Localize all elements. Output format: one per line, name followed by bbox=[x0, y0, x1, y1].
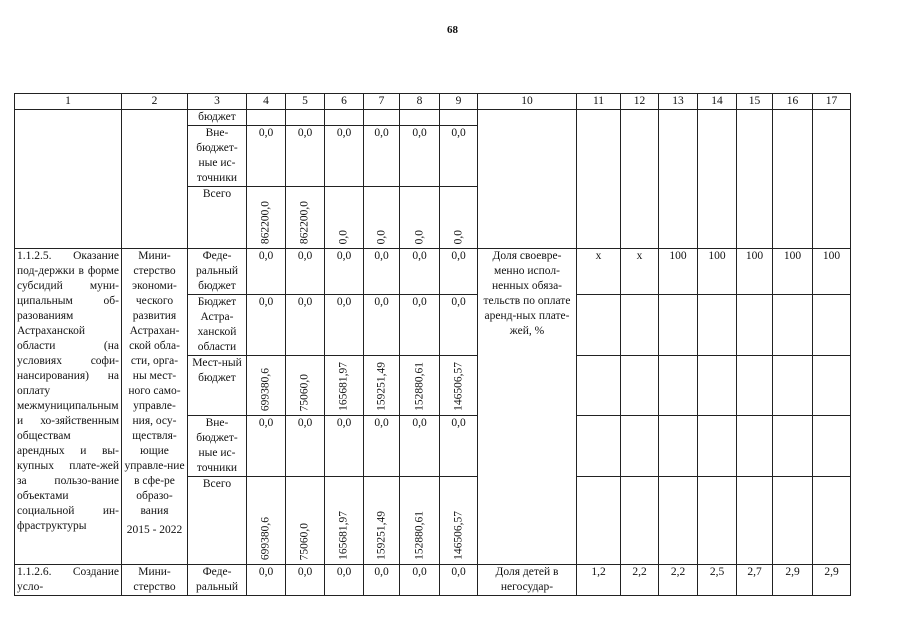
value-cell: 146506,57 bbox=[452, 511, 464, 560]
source-label: Феде-ральный bbox=[188, 565, 247, 596]
source-label: Бюджет Астра-ханской области bbox=[188, 295, 247, 356]
value-cell: 0,0 bbox=[364, 249, 400, 295]
value-cell: 0,0 bbox=[375, 229, 387, 244]
value-cell: 0,0 bbox=[286, 126, 325, 187]
col-header: 6 bbox=[325, 94, 364, 110]
value-cell: 0,0 bbox=[247, 126, 286, 187]
value-cell: 0,0 bbox=[325, 295, 364, 356]
indicator-value: 100 bbox=[698, 249, 737, 295]
column-number-row bbox=[15, 94, 851, 110]
col-header: 16 bbox=[773, 94, 813, 110]
indicator-value: 100 bbox=[659, 249, 698, 295]
table-row bbox=[15, 565, 851, 596]
indicator-name: Доля детей в негосудар- bbox=[478, 565, 577, 596]
value-cell: 862200,0 bbox=[298, 200, 311, 244]
col-header: 10 bbox=[478, 94, 577, 110]
col-header: 15 bbox=[737, 94, 773, 110]
value-cell: 0,0 bbox=[400, 126, 440, 187]
source-label: Мест-ный бюджет bbox=[188, 356, 247, 416]
source-label: Вне-бюджет-ные ис-точники bbox=[188, 126, 247, 187]
value-cell: 159251,49 bbox=[375, 362, 387, 411]
value-cell: 152880,61 bbox=[413, 511, 425, 560]
value-cell: 0,0 bbox=[364, 565, 400, 596]
value-cell: 165681,97 bbox=[337, 511, 350, 560]
value-cell: 0,0 bbox=[440, 416, 478, 477]
indicator-value: х bbox=[621, 249, 659, 295]
value-cell: 0,0 bbox=[413, 229, 425, 244]
col-header: 17 bbox=[813, 94, 851, 110]
col-header: 4 bbox=[247, 94, 286, 110]
value-cell: 0,0 bbox=[364, 126, 400, 187]
value-cell: 0,0 bbox=[247, 416, 286, 477]
source-label: Всего bbox=[188, 187, 247, 249]
col-header: 13 bbox=[659, 94, 698, 110]
program-table bbox=[14, 93, 851, 596]
table-row bbox=[15, 249, 851, 295]
indicator-value: 2,2 bbox=[659, 565, 698, 596]
value-cell: 0,0 bbox=[325, 565, 364, 596]
value-cell: 0,0 bbox=[452, 229, 464, 244]
indicator-value: 100 bbox=[813, 249, 851, 295]
value-cell: 0,0 bbox=[247, 295, 286, 356]
col-header: 8 bbox=[400, 94, 440, 110]
measure-title: 1.1.2.5. Оказание под-держки в форме субсидий муни-ципальным об-разованиям Астраханской области (на условиях софи-нансирования) на оплату межмуниципальным и хо-зяйственным обществам арендных и вы-купных плате-жей за пользо-вание объектами социальной ин-фраструктуры bbox=[15, 249, 122, 565]
value-cell: 165681,97 bbox=[337, 362, 350, 411]
source-label: Феде-ральный бюджет bbox=[188, 249, 247, 295]
value-cell: 0,0 bbox=[440, 249, 478, 295]
responsible-executor: Мини-стерство bbox=[122, 565, 188, 596]
value-cell: 0,0 bbox=[325, 416, 364, 477]
col-header: 5 bbox=[286, 94, 325, 110]
indicator-value: 2,2 bbox=[621, 565, 659, 596]
indicator-value: х bbox=[577, 249, 621, 295]
value-cell: 0,0 bbox=[440, 126, 478, 187]
indicator-value: 2,7 bbox=[737, 565, 773, 596]
value-cell: 699380,6 bbox=[259, 367, 272, 411]
value-cell: 75060,0 bbox=[298, 373, 311, 411]
col-header: 12 bbox=[621, 94, 659, 110]
col-header: 3 bbox=[188, 94, 247, 110]
value-cell: 0,0 bbox=[364, 416, 400, 477]
page-number: 68 bbox=[447, 24, 458, 36]
indicator-value: 2,9 bbox=[813, 565, 851, 596]
table-row bbox=[15, 110, 851, 126]
col-header: 2 bbox=[122, 94, 188, 110]
value-cell: 0,0 bbox=[440, 565, 478, 596]
value-cell: 0,0 bbox=[400, 565, 440, 596]
value-cell: 159251,49 bbox=[375, 511, 387, 560]
col-header: 9 bbox=[440, 94, 478, 110]
value-cell: 0,0 bbox=[364, 295, 400, 356]
value-cell: 75060,0 bbox=[298, 522, 311, 560]
source-label: Вне-бюджет-ные ис-точники bbox=[188, 416, 247, 477]
col-header: 7 bbox=[364, 94, 400, 110]
value-cell: 0,0 bbox=[286, 416, 325, 477]
source-label: бюджет bbox=[188, 110, 247, 126]
value-cell: 0,0 bbox=[247, 565, 286, 596]
value-cell: 146506,57 bbox=[452, 362, 464, 411]
value-cell: 0,0 bbox=[400, 416, 440, 477]
indicator-value: 2,5 bbox=[698, 565, 737, 596]
source-label: Всего bbox=[188, 477, 247, 565]
value-cell: 0,0 bbox=[400, 295, 440, 356]
value-cell: 0,0 bbox=[440, 295, 478, 356]
value-cell: 0,0 bbox=[286, 249, 325, 295]
indicator-value: 2,9 bbox=[773, 565, 813, 596]
executor-text: Мини-стерство экономи-ческого развития Астрахан-ской обла-сти, орга-ны мест-ного само-управле-ния, осу-ществля-ющие управле-ние в сфе-ре образо-вания bbox=[124, 250, 185, 517]
value-cell: 0,0 bbox=[286, 295, 325, 356]
col-header: 14 bbox=[698, 94, 737, 110]
value-cell: 699380,6 bbox=[259, 516, 272, 560]
indicator-value: 1,2 bbox=[577, 565, 621, 596]
value-cell: 862200,0 bbox=[259, 200, 272, 244]
value-cell: 0,0 bbox=[337, 229, 350, 244]
value-cell: 0,0 bbox=[247, 249, 286, 295]
value-cell: 0,0 bbox=[325, 249, 364, 295]
implementation-period: 2015 - 2022 bbox=[126, 524, 183, 536]
indicator-name: Доля своевре-менно испол-ненных обяза-тельств по оплате аренд-ных плате-жей, % bbox=[478, 249, 577, 565]
indicator-value: 100 bbox=[737, 249, 773, 295]
col-header: 1 bbox=[15, 94, 122, 110]
measure-title: 1.1.2.6. Создание усло- bbox=[15, 565, 122, 596]
indicator-value: 100 bbox=[773, 249, 813, 295]
responsible-executor bbox=[122, 249, 188, 565]
value-cell: 0,0 bbox=[286, 565, 325, 596]
col-header: 11 bbox=[577, 94, 621, 110]
value-cell: 152880,61 bbox=[413, 362, 425, 411]
value-cell: 0,0 bbox=[325, 126, 364, 187]
value-cell: 0,0 bbox=[400, 249, 440, 295]
